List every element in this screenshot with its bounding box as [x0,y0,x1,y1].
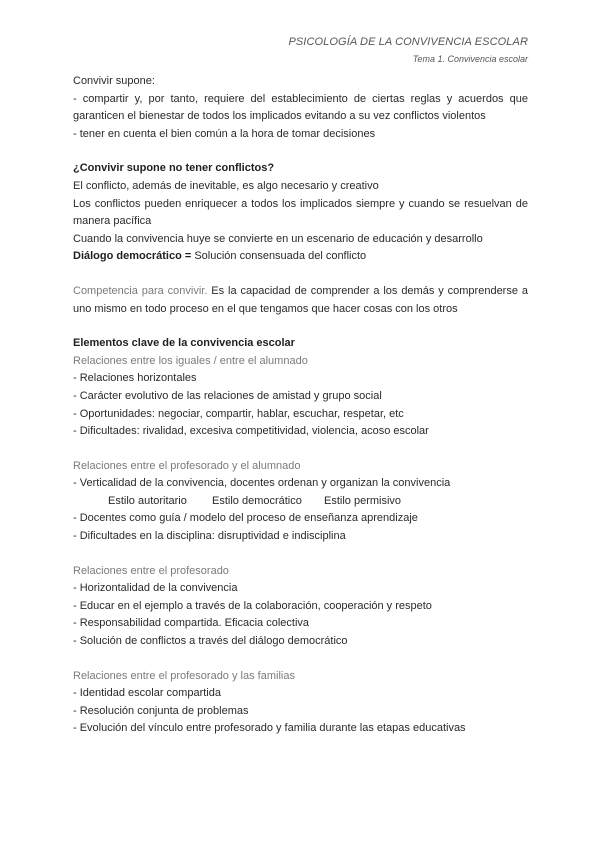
list-item: - Resolución conjunta de problemas [73,704,249,717]
dialog-term: Diálogo democrático = [73,250,192,263]
list-item: - Responsabilidad compartida. Eficacia colectiva [73,617,310,630]
subsection-heading: Relaciones entre el profesorado y las familias [73,669,295,682]
dialog-definition [73,248,528,266]
document-title: PSICOLOGÍA DE LA CONVIVENCIA ESCOLAR [288,36,528,48]
competence-term: Competencia para convivir. [73,284,208,297]
list-item: - Relaciones horizontales [73,372,197,385]
competence-text: Es la capacidad de comprender a los demás y comprenderse a uno mismo en todo proceso en el que tengamos que hacer cosas con los otros [73,284,528,315]
document-subtitle: Tema 1. Convivencia escolar [412,54,528,64]
paragraph: - tener en cuenta el bien común a la hora de tomar decisiones [73,127,376,140]
intro-line: Convivir supone: [73,75,155,87]
list-item: - Evolución del vínculo entre profesorado y familia durante las etapas educativas [73,722,466,735]
list-item: - Carácter evolutivo de las relaciones de amistad y grupo social [73,389,382,402]
list-item: - Educar en el ejemplo a través de la colaboración, cooperación y respeto [73,599,432,612]
paragraph: Cuando la convivencia huye se convierte en un escenario de educación y desarrollo [73,232,483,245]
style-item: Estilo democrático [212,494,302,507]
paragraph: El conflicto, además de inevitable, es algo necesario y creativo [73,179,379,192]
section-heading: ¿Convivir supone no tener conflictos? [73,162,275,175]
subsection-heading: Relaciones entre el profesorado y el alumnado [73,459,301,472]
list-item: - Dificultades en la disciplina: disruptividad e indisciplina [73,530,346,543]
dialog-def: Solución consensuada del conflicto [191,250,367,263]
section-heading: Elementos clave de la convivencia escolar [73,337,295,350]
list-item: - Verticalidad de la convivencia, docentes ordenan y organizan la convivencia [73,477,451,490]
list-item: - Horizontalidad de la convivencia [73,582,238,595]
list-item: - Docentes como guía / modelo del proceso de enseñanza aprendizaje [73,512,418,525]
list-item: - Oportunidades: negociar, compartir, hablar, escuchar, respetar, etc [73,407,404,420]
style-item: Estilo autoritario [108,494,187,507]
style-item: Estilo permisivo [324,494,402,507]
paragraph: Los conflictos pueden enriquecer a todos los implicados siempre y cuando se resuelvan de manera pacífica [73,197,528,228]
page-header [288,36,528,64]
list-item: - Dificultades: rivalidad, excesiva competitividad, violencia, acoso escolar [73,425,429,438]
teaching-styles [73,493,528,511]
paragraph: - compartir y, por tanto, requiere del establecimiento de ciertas reglas y acuerdos que garanticen el bienestar de todos los implicados evitando a su vez conflictos violentos [73,92,528,123]
list-item: - Identidad escolar compartida [73,687,221,700]
subsection-heading: Relaciones entre el profesorado [73,564,229,577]
subsection-heading: Relaciones entre los iguales / entre el alumnado [73,354,308,367]
page-content [73,73,528,738]
competence-paragraph [73,283,528,318]
list-item: - Solución de conflictos a través del diálogo democrático [73,635,348,648]
